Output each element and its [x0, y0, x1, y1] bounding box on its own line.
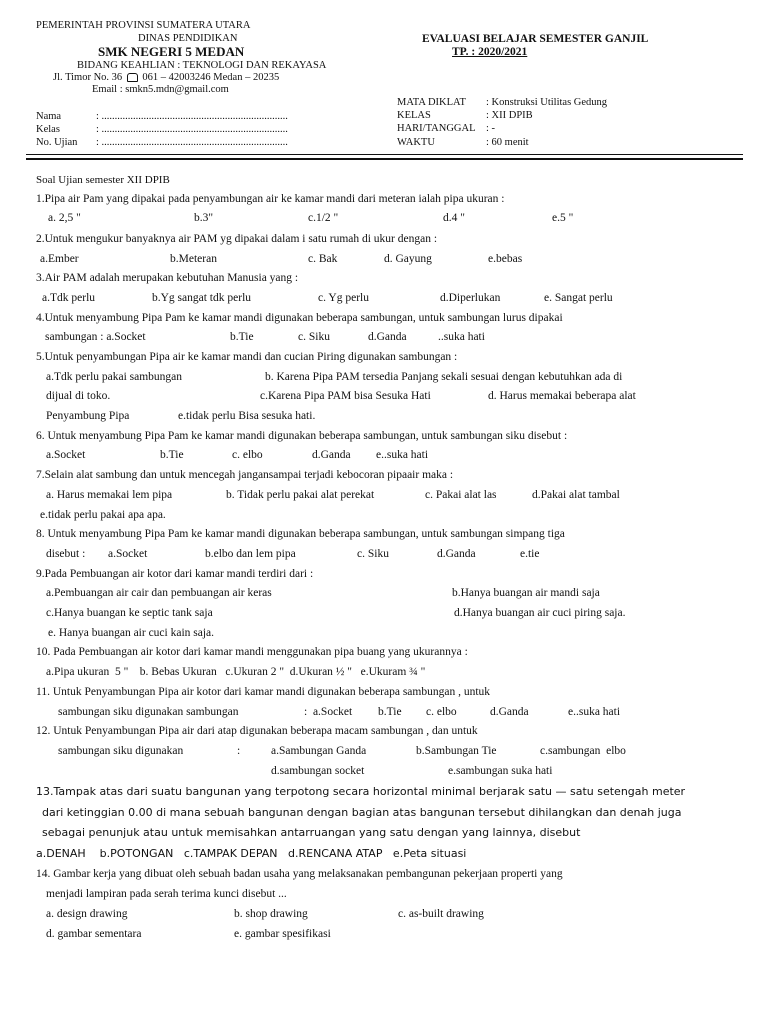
q14-option-b: b. shop drawing: [234, 908, 308, 920]
q12-colon: :: [237, 745, 241, 757]
question-13-line3: sebagai penunjuk atau untuk memisahkan antarruangan yang satu dengan yang lainnya, disebut: [42, 826, 581, 839]
time-label: WAKTU: [397, 137, 435, 148]
q6-option-c: c. elbo: [232, 449, 263, 461]
q3-option-a: a.Tdk perlu: [42, 292, 96, 304]
q5-option-d-cont: Penyambung Pipa: [46, 410, 130, 422]
q5-option-b: b. Karena Pipa PAM tersedia Panjang sekali sesuai dengan kebutuhkan ada di: [265, 371, 623, 383]
q8-option-c: c. Siku: [357, 548, 389, 560]
q3-option-c: c. Yg perlu: [318, 292, 369, 304]
q5-option-a: a.Tdk perlu pakai sambungan: [46, 371, 183, 383]
q9-option-b: b.Hanya buangan air mandi saja: [452, 587, 600, 599]
q11-lead: sambungan siku digunakan sambungan: [58, 706, 239, 718]
question-14: 14. Gambar kerja yang dibuat oleh sebuah badan usaha yang melaksanakan pembangunan pekerjaan properti yang: [36, 868, 563, 880]
exam-number-label: No. Ujian: [36, 137, 78, 148]
q11-option-c: c. elbo: [426, 706, 457, 718]
q6-option-b: b.Tie: [160, 449, 184, 461]
q11-option-b: b.Tie: [378, 706, 402, 718]
q4-option-d: d.Ganda: [368, 331, 407, 343]
q8-option-e: e.tie: [520, 548, 540, 560]
subject-value: : Konstruksi Utilitas Gedung: [486, 97, 608, 108]
q14-option-e: e. gambar spesifikasi: [234, 928, 331, 940]
question-3: 3.Air PAM adalah merupakan kebutuhan Manusia yang :: [36, 272, 299, 284]
question-6: 6. Untuk menyambung Pipa Pam ke kamar mandi digunakan beberapa sambungan, untuk sambungan siku disebut :: [36, 430, 568, 442]
question-10: 10. Pada Pembuangan air kotor dari kamar mandi menggunakan pipa buang yang ukurannya :: [36, 646, 468, 658]
q9-option-c: c.Hanya buangan ke septic tank saja: [46, 607, 213, 619]
question-2: 2.Untuk mengukur banyaknya air PAM yg dipakai dalam i satu rumah di ukur dengan :: [36, 233, 438, 245]
question-8: 8. Untuk menyambung Pipa Pam ke kamar mandi digunakan beberapa sambungan, untuk sambungan simpang tiga: [36, 528, 565, 540]
kelas-label: KELAS: [397, 110, 431, 121]
time-value: : 60 menit: [486, 137, 529, 148]
q12-option-b: b.Sambungan Tie: [416, 745, 497, 757]
address-post: 061 – 42003246 Medan – 20235: [142, 72, 280, 83]
q6-option-a: a.Socket: [46, 449, 86, 461]
question-5: 5.Untuk penyambungan Pipa air ke kamar mandi dan cucian Piring digunakan sambungan :: [36, 351, 458, 363]
q9-option-a: a.Pembuangan air cair dan pembuangan air keras: [46, 587, 272, 599]
q9-option-d: d.Hanya buangan air cuci piring saja.: [454, 607, 626, 619]
q8-option-d: d.Ganda: [437, 548, 476, 560]
exam-number-field[interactable]: : .......................................................................: [96, 137, 288, 148]
subject-label: MATA DIKLAT: [397, 97, 466, 108]
q14-option-d: d. gambar sementara: [46, 928, 142, 940]
q7-option-e: e.tidak perlu pakai apa apa.: [40, 509, 166, 521]
q2-option-e: e.bebas: [488, 253, 523, 265]
school-name: SMK NEGERI 5 MEDAN: [98, 44, 245, 59]
q4-option-e: ..suka hati: [438, 331, 485, 343]
name-label: Nama: [36, 111, 62, 122]
question-7: 7.Selain alat sambung dan untuk mencegah jangansampai terjadi kebocoran pipaair maka :: [36, 469, 454, 481]
class-label: Kelas: [36, 124, 60, 135]
q8-option-a: a.Socket: [108, 548, 148, 560]
q8-lead: disebut :: [46, 548, 86, 560]
address-pre: Jl. Timor No. 36: [53, 72, 123, 83]
q2-option-d: d. Gayung: [384, 253, 432, 265]
q4-option-b: b.Tie: [230, 331, 254, 343]
q8-option-b: b.elbo dan lem pipa: [205, 548, 296, 560]
q1-option-b: b.3": [194, 212, 214, 224]
q1-option-a: a. 2,5 ": [48, 212, 81, 224]
school-address: [53, 72, 279, 83]
kelas-value: : XII DPIB: [486, 110, 533, 121]
q1-option-d: d.4 ": [443, 212, 465, 224]
q3-option-d: d.Diperlukan: [440, 292, 501, 304]
question-13-line2: dari ketinggian 0.00 di mana sebuah bangunan dengan bagian atas bangunan tersebut dihilangkan dan denah juga: [42, 806, 682, 819]
question-4: 4.Untuk menyambung Pipa Pam ke kamar mandi digunakan beberapa sambungan, untuk sambungan lurus dipakai: [36, 312, 563, 324]
class-field[interactable]: : .......................................................................: [96, 124, 288, 135]
q1-option-c: c.1/2 ": [308, 212, 339, 224]
day-value: : -: [486, 123, 496, 134]
q10-options: a.Pipa ukuran 5 " b. Bebas Ukuran c.Ukuran 2 " d.Ukuran ½ " e.Ukuram ¾ ": [46, 666, 426, 678]
q2-option-b: b.Meteran: [170, 253, 217, 265]
question-14-line2: menjadi lampiran pada serah terima kunci disebut ...: [46, 888, 287, 900]
q3-option-b: b.Yg sangat tdk perlu: [152, 292, 252, 304]
question-11: 11. Untuk Penyambungan Pipa air kotor dari kamar mandi digunakan beberapa sambungan , untuk: [36, 686, 491, 698]
header-dept: DINAS PENDIDIKAN: [138, 33, 238, 44]
phone-icon: [127, 73, 138, 82]
q11-option-d: d.Ganda: [490, 706, 529, 718]
q12-option-e: e.sambungan suka hati: [448, 765, 553, 777]
q3-option-e: e. Sangat perlu: [544, 292, 613, 304]
q2-option-a: a.Ember: [40, 253, 79, 265]
q4-option-c: c. Siku: [298, 331, 330, 343]
q5-option-b-cont: dijual di toko.: [46, 390, 111, 402]
q7-option-c: c. Pakai alat las: [425, 489, 497, 501]
q5-option-e: e.tidak perlu Bisa sesuka hati.: [178, 410, 316, 422]
school-year: TP. : 2020/2021: [452, 46, 528, 58]
q7-option-d: d.Pakai alat tambal: [532, 489, 620, 501]
q5-option-d: d. Harus memakai beberapa alat: [488, 390, 636, 402]
q7-option-b: b. Tidak perlu pakai alat perekat: [226, 489, 375, 501]
q12-option-d: d.sambungan socket: [271, 765, 365, 777]
q6-option-d: d.Ganda: [312, 449, 351, 461]
exam-title: EVALUASI BELAJAR SEMESTER GANJIL: [422, 33, 649, 45]
header-govt: PEMERINTAH PROVINSI SUMATERA UTARA: [36, 20, 251, 31]
q14-option-a: a. design drawing: [46, 908, 128, 920]
q9-option-e: e. Hanya buangan air cuci kain saja.: [48, 627, 215, 639]
header-divider-thick: [26, 158, 743, 160]
q2-option-c: c. Bak: [308, 253, 338, 265]
question-13: 13.Tampak atas dari suatu bangunan yang terpotong secara horizontal minimal berjarak satu — satu setengah meter: [36, 785, 686, 798]
q5-option-c: c.Karena Pipa PAM bisa Sesuka Hati: [260, 390, 431, 402]
header-field: BIDANG KEAHLIAN : TEKNOLOGI DAN REKAYASA: [77, 60, 327, 71]
exam-heading: Soal Ujian semester XII DPIB: [36, 174, 170, 186]
question-9: 9.Pada Pembuangan air kotor dari kamar mandi terdiri dari :: [36, 568, 314, 580]
q1-option-e: e.5 ": [552, 212, 574, 224]
q12-option-a: a.Sambungan Ganda: [271, 745, 367, 757]
question-1: 1.Pipa air Pam yang dipakai pada penyambungan air ke kamar mandi dari meteran ialah pipa ukuran :: [36, 193, 505, 205]
q11-option-a: : a.Socket: [304, 706, 353, 718]
q12-lead: sambungan siku digunakan: [58, 745, 184, 757]
q12-option-c: c.sambungan elbo: [540, 745, 626, 757]
day-label: HARI/TANGGAL: [397, 123, 476, 134]
question-12: 12. Untuk Penyambungan Pipa air dari atap digunakan beberapa macam sambungan , dan untuk: [36, 725, 478, 737]
q7-option-a: a. Harus memakai lem pipa: [46, 489, 173, 501]
q14-option-c: c. as-built drawing: [398, 908, 484, 920]
q4-option-a: sambungan : a.Socket: [45, 331, 146, 343]
q11-option-e: e..suka hati: [568, 706, 621, 718]
q13-options: a.DENAH b.POTONGAN c.TAMPAK DEPAN d.RENCANA ATAP e.Peta situasi: [36, 847, 467, 860]
school-email: Email : smkn5.mdn@gmail.com: [92, 84, 229, 95]
header-divider-thin: [26, 154, 743, 155]
name-field[interactable]: : .......................................................................: [96, 111, 288, 122]
q6-option-e: e..suka hati: [376, 449, 429, 461]
